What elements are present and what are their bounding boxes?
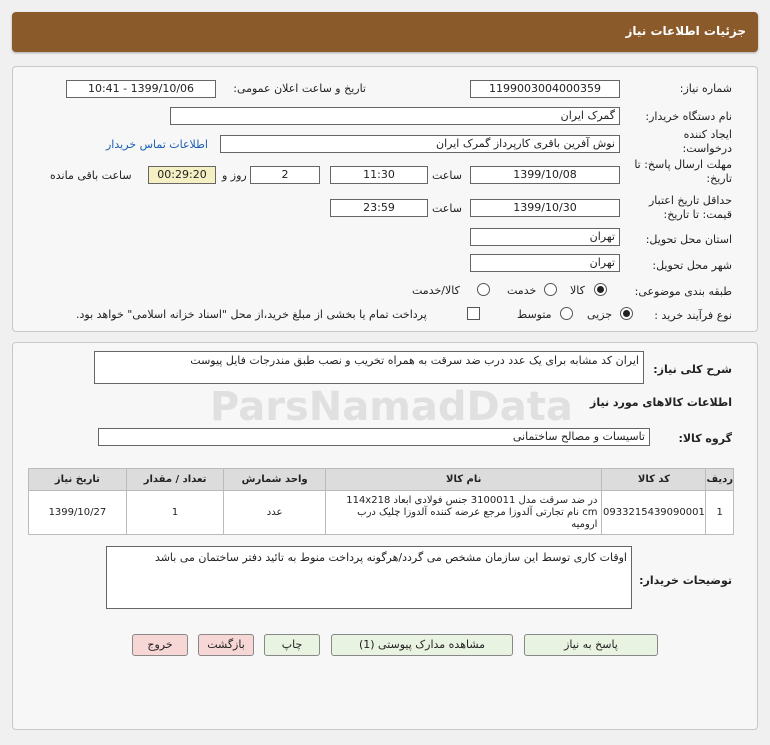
city-label: شهر محل تحویل: — [652, 259, 732, 272]
announce-field: 1399/10/06 - 10:41 — [66, 80, 216, 98]
back-button[interactable]: بازگشت — [198, 634, 254, 656]
view-attachments-button[interactable]: مشاهده مدارک پیوستی (1) — [331, 634, 513, 656]
row-qty: 1 — [126, 491, 224, 535]
group-label: گروه کالا: — [678, 432, 732, 445]
items-table — [28, 468, 734, 535]
goods-info-title: اطلاعات کالاهای مورد نیاز — [590, 396, 732, 409]
need-number-field: 1199003004000359 — [470, 80, 620, 98]
category-goods-radio[interactable] — [594, 283, 607, 296]
row-name: در ضد سرقت مدل 3100011 جنس فولادی ابعاد 114x218 cm نام تجارتی آلدوزا مرجع عرضه کننده آلدوزا چلیک درب ارومیه — [325, 491, 602, 535]
treasury-payment-checkbox[interactable] — [467, 307, 480, 320]
days-label: روز و — [222, 169, 247, 182]
process-medium-label: متوسط — [517, 308, 552, 321]
row-index: 1 — [706, 491, 734, 535]
validity-time-field: 23:59 — [330, 199, 428, 217]
category-goods-service-radio[interactable] — [477, 283, 490, 296]
row-date: 1399/10/27 — [29, 491, 127, 535]
reply-button[interactable]: پاسخ به نیاز — [524, 634, 658, 656]
category-label: طبقه بندی موضوعی: — [634, 285, 732, 298]
category-goods-label: کالا — [570, 284, 585, 297]
col-date: تاریخ نیاز — [29, 469, 127, 491]
validity-date-field: 1399/10/30 — [470, 199, 620, 217]
col-name: نام کالا — [325, 469, 602, 491]
validity-time-label: ساعت — [432, 202, 462, 215]
col-qty: تعداد / مقدار — [126, 469, 224, 491]
buyer-contact-link[interactable]: اطلاعات تماس خریدار — [106, 138, 208, 151]
category-service-label: خدمت — [507, 284, 537, 297]
creator-field: نوش آفرین باقری کارپرداز گمرک ایران — [220, 135, 620, 153]
buyer-org-label: نام دستگاه خریدار: — [645, 110, 732, 123]
validity-label: حداقل تاریخ اعتبار قیمت: تا تاریخ: — [648, 194, 732, 221]
days-field: 2 — [250, 166, 320, 184]
process-label: نوع فرآیند خرید : — [654, 309, 732, 322]
page-title: جزئیات اطلاعات نیاز — [625, 24, 746, 38]
buyer-org-field: گمرک ایران — [170, 107, 620, 125]
group-field: تاسیسات و مصالح ساختمانی — [98, 428, 650, 446]
need-number-label: شماره نیاز: — [679, 82, 732, 95]
page-header — [12, 12, 758, 52]
row-code: 0933215439090001 — [602, 491, 706, 535]
treasury-payment-note: پرداخت تمام یا بخشی از مبلغ خرید،از محل "اسناد خزانه اسلامی" خواهد بود. — [76, 308, 427, 321]
process-minor-radio[interactable] — [620, 307, 633, 320]
deadline-label: مهلت ارسال پاسخ: تا تاریخ: — [634, 158, 732, 185]
table-row — [29, 491, 734, 535]
announce-label: تاریخ و ساعت اعلان عمومی: — [233, 82, 366, 95]
print-button[interactable]: چاپ — [264, 634, 320, 656]
category-service-radio[interactable] — [544, 283, 557, 296]
description-label: شرح کلی نیاز: — [653, 363, 732, 376]
deadline-date-field: 1399/10/08 — [470, 166, 620, 184]
col-unit: واحد شمارش — [224, 469, 326, 491]
province-field: تهران — [470, 228, 620, 246]
table-header-row — [29, 469, 734, 491]
process-minor-label: جزیی — [587, 308, 613, 321]
row-unit: عدد — [224, 491, 326, 535]
process-medium-radio[interactable] — [560, 307, 573, 320]
deadline-time-field: 11:30 — [330, 166, 428, 184]
creator-label: ایجاد کننده درخواست: — [682, 128, 732, 155]
city-field: تهران — [470, 254, 620, 272]
province-label: استان محل تحویل: — [645, 233, 732, 246]
remaining-time-field: 00:29:20 — [148, 166, 216, 184]
remaining-label: ساعت باقی مانده — [50, 169, 132, 182]
deadline-time-label: ساعت — [432, 169, 462, 182]
exit-button[interactable]: خروج — [132, 634, 188, 656]
category-goods-service-label: کالا/خدمت — [412, 284, 460, 297]
col-code: کد کالا — [602, 469, 706, 491]
buyer-notes-label: توضیحات خریدار: — [639, 574, 732, 587]
description-field: ایران کد مشابه برای یک عدد درب ضد سرقت به همراه تخریب و نصب طبق مندرجات فایل پیوست — [94, 351, 644, 384]
col-index: ردیف — [706, 469, 734, 491]
buyer-notes-field: اوقات کاری توسط این سازمان مشخص می گردد/هرگونه پرداخت منوط به تائید دفتر ساختمان می باشد — [106, 546, 632, 609]
